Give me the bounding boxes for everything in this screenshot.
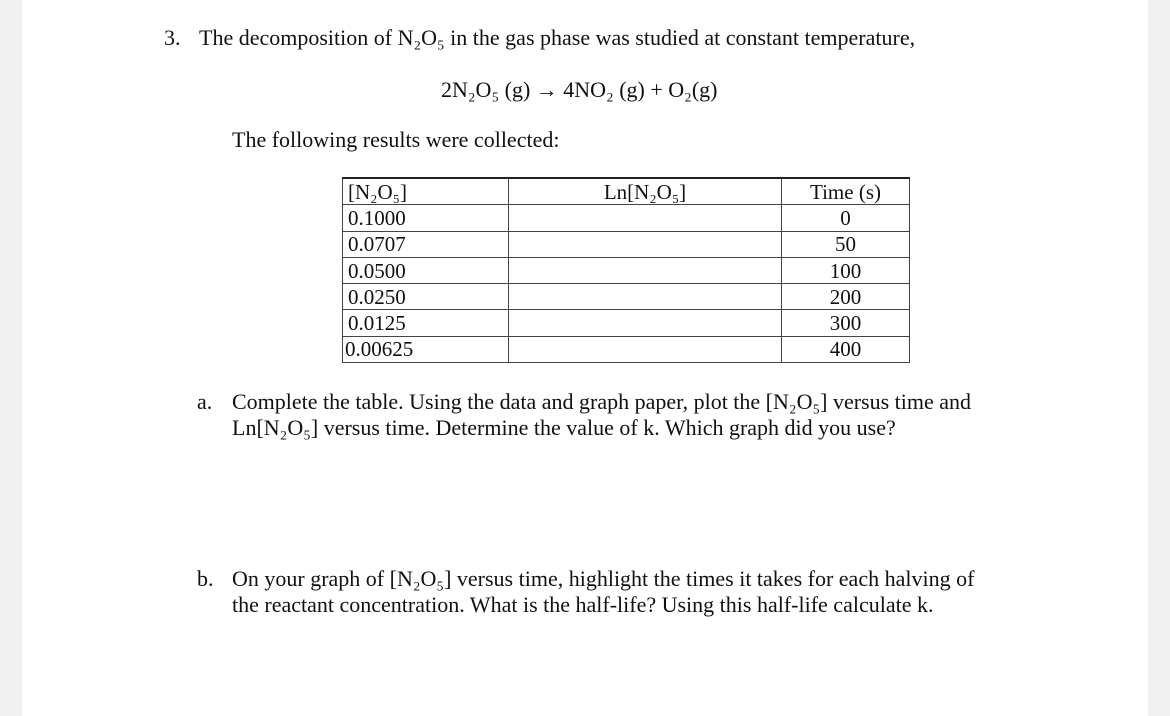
- part-a-line-1: Complete the table. Using the data and graph paper, plot the [N₂O₅] versus time and: [232, 389, 972, 414]
- part-a-letter: a.: [197, 389, 213, 414]
- ln-concentration-cell[interactable]: [509, 336, 782, 362]
- table-row: [343, 231, 910, 257]
- concentration-cell: 0.0500: [343, 257, 509, 283]
- time-cell: 0: [782, 205, 910, 231]
- table-row: [343, 205, 910, 231]
- ln-concentration-cell[interactable]: [509, 231, 782, 257]
- time-cell: 300: [782, 310, 910, 336]
- header-time: Time (s): [782, 178, 910, 205]
- concentration-cell: 0.00625: [343, 336, 509, 362]
- results-intro: The following results were collected:: [232, 127, 560, 152]
- table-header-row: [343, 178, 910, 205]
- part-b-text: [232, 566, 974, 618]
- time-cell: 50: [782, 231, 910, 257]
- time-cell: 400: [782, 336, 910, 362]
- part-b-line-1: On your graph of [N₂O₅] versus time, highlight the times it takes for each halving of: [232, 566, 975, 591]
- table-row: [343, 310, 910, 336]
- ln-concentration-cell[interactable]: [509, 284, 782, 310]
- results-table: [342, 177, 910, 363]
- reaction-equation: 2N₂O₅ (g) → 4NO₂ (g) + O₂(g): [441, 77, 718, 102]
- concentration-cell: 0.0125: [343, 310, 509, 336]
- question-text: The decomposition of N₂O₅ in the gas phase was studied at constant temperature,: [199, 25, 916, 50]
- part-a-text: [232, 389, 971, 441]
- concentration-cell: 0.0707: [343, 231, 509, 257]
- ln-concentration-cell[interactable]: [509, 205, 782, 231]
- table-row: [343, 284, 910, 310]
- part-b-letter: b.: [197, 566, 214, 591]
- time-cell: 100: [782, 257, 910, 283]
- concentration-cell: 0.0250: [343, 284, 509, 310]
- ln-concentration-cell[interactable]: [509, 257, 782, 283]
- ln-concentration-cell[interactable]: [509, 310, 782, 336]
- part-a-line-2: Ln[N₂O₅] versus time. Determine the value of k. Which graph did you use?: [232, 415, 896, 440]
- part-b-line-2: the reactant concentration. What is the half-life? Using this half-life calculate k.: [232, 592, 934, 617]
- concentration-cell: 0.1000: [343, 205, 509, 231]
- table-row: [343, 336, 910, 362]
- header-concentration: [N₂O₅]: [343, 178, 509, 205]
- header-ln-concentration: Ln[N₂O₅]: [509, 178, 782, 205]
- table-row: [343, 257, 910, 283]
- question-number: 3.: [164, 25, 181, 50]
- time-cell: 200: [782, 284, 910, 310]
